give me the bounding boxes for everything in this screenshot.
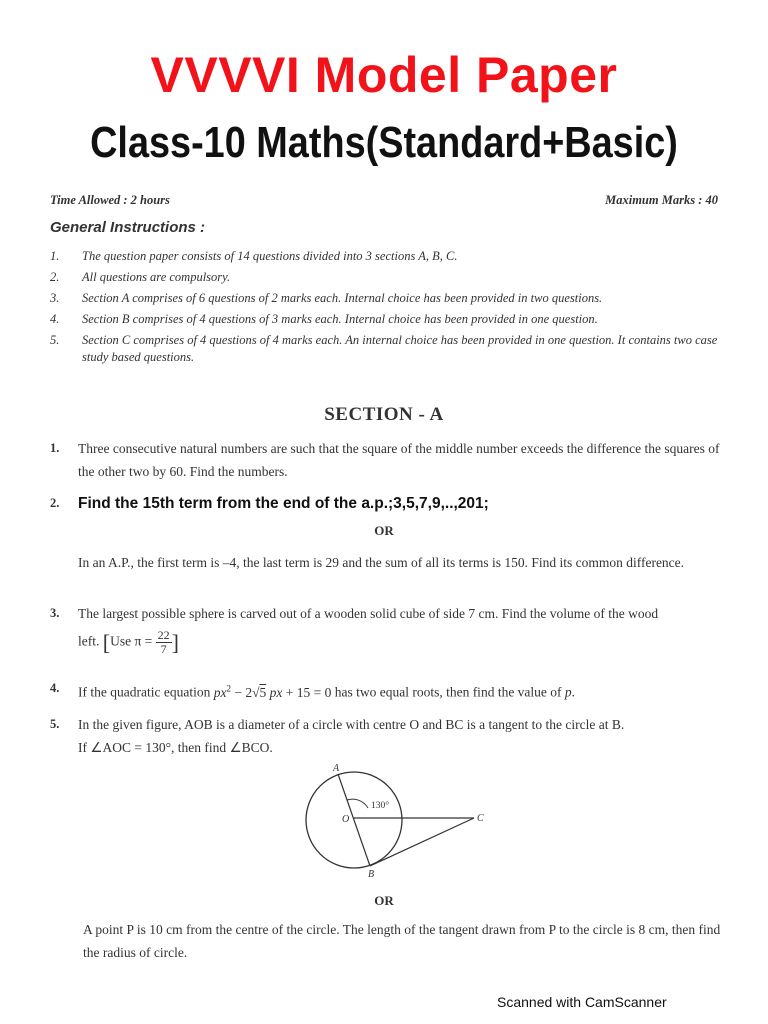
fraction-denominator: 7 (160, 642, 167, 656)
question-4-pre: If the quadratic equation (78, 684, 211, 700)
question-text: In an A.P., the first term is –4, the last term is 29 and the sum of all its terms is 150. Find its common difference. (78, 555, 685, 570)
instruction-text: All questions are compulsory. (82, 270, 231, 284)
circle-tangent-figure (296, 760, 496, 880)
angle-arc (347, 799, 368, 808)
instruction-item (50, 269, 730, 286)
instruction-text: Section B comprises of 4 questions of 3 marks each. Internal choice has been provided in one question. (82, 312, 598, 326)
instruction-number: 2. (50, 270, 60, 284)
question-text (78, 677, 720, 704)
question-text (78, 713, 720, 759)
section-a-heading: SECTION - A (324, 404, 444, 425)
instruction-number: 3. (50, 291, 60, 305)
question-number: 5. (50, 717, 60, 731)
point-c-label: C (477, 813, 484, 824)
question-number: 4. (50, 681, 60, 695)
question-1 (50, 437, 730, 483)
question-3-hint: left. [Use π = $\frac{22}{7}$ ] (78, 628, 179, 656)
or-divider: OR (374, 523, 394, 538)
instruction-item (50, 311, 730, 328)
question-text: Three consecutive natural numbers are such that the square of the middle number exceeds the difference the squares of the other two by 60. Find the numbers. (78, 441, 720, 479)
point-a-label: A (333, 763, 340, 774)
instruction-text: Section A comprises of 6 questions of 2 marks each. Internal choice has been provided in two questions. (82, 291, 603, 305)
question-4 (50, 677, 730, 701)
question-number: 2. (50, 496, 60, 510)
question-5-line-1: In the given figure, AOB is a diameter of a circle with centre O and BC is a tangent to the circle at B. (78, 717, 625, 732)
scanner-watermark: Scanned with CamScanner (497, 994, 667, 1010)
tangent-bc (370, 818, 474, 866)
question-3-left: left. (78, 633, 100, 649)
instruction-number: 5. (50, 333, 60, 347)
question-5 (50, 713, 730, 759)
fraction-numerator: 22 (157, 628, 170, 642)
question-number: 3. (50, 606, 60, 620)
question-5-alternative (55, 918, 735, 964)
instruction-number: 4. (50, 312, 60, 326)
question-number: 1. (50, 441, 60, 455)
instruction-text: Section C comprises of 4 questions of 4 marks each. An internal choice has been provided in one question. It contains two case study based questions. (82, 333, 718, 364)
instruction-item (50, 248, 730, 265)
instruction-text: The question paper consists of 14 questions divided into 3 sections A, B, C. (82, 249, 458, 263)
question-2-alternative (50, 551, 730, 597)
question-5-line-2: If ∠AOC = 130°, then find ∠BCO. (78, 740, 273, 755)
question-2 (50, 492, 730, 516)
question-text: A point P is 10 cm from the centre of the circle. The length of the tangent drawn from P to the circle is 8 cm, then find the radius of circle. (83, 922, 721, 960)
instruction-number: 1. (50, 249, 60, 263)
question-4-post: has two equal roots, then find the value of (334, 684, 562, 700)
pi-fraction (156, 629, 172, 656)
question-3-text: The largest possible sphere is carved out of a wooden solid cube of side 7 cm. Find the volume of the wood (78, 606, 659, 621)
instructions-heading: General Instructions : (50, 219, 206, 236)
question-text (78, 602, 720, 656)
or-divider: OR (374, 893, 394, 908)
maximum-marks: Maximum Marks : 40 (605, 193, 718, 207)
time-allowed: Time Allowed : 2 hours (50, 193, 170, 207)
angle-label: 130° (371, 801, 390, 811)
instruction-item (50, 290, 730, 307)
point-b-label: B (368, 869, 375, 880)
question-4-variable: p (564, 684, 572, 700)
instruction-item (50, 332, 730, 366)
question-3 (50, 602, 730, 662)
question-text: Find the 15th term from the end of the a.p.;3,5,7,9,..,201; (78, 495, 489, 512)
paper-subtitle: Class-10 Maths(Standard+Basic) (90, 118, 678, 167)
question-4-end: . (571, 684, 576, 700)
paper-title: VVVVI Model Paper (150, 47, 618, 103)
quadratic-equation: $px^2 - 2√5$ px + 15 = 0 (213, 683, 332, 700)
pi-hint: Use π = (110, 633, 153, 649)
point-o-label: O (342, 814, 350, 825)
